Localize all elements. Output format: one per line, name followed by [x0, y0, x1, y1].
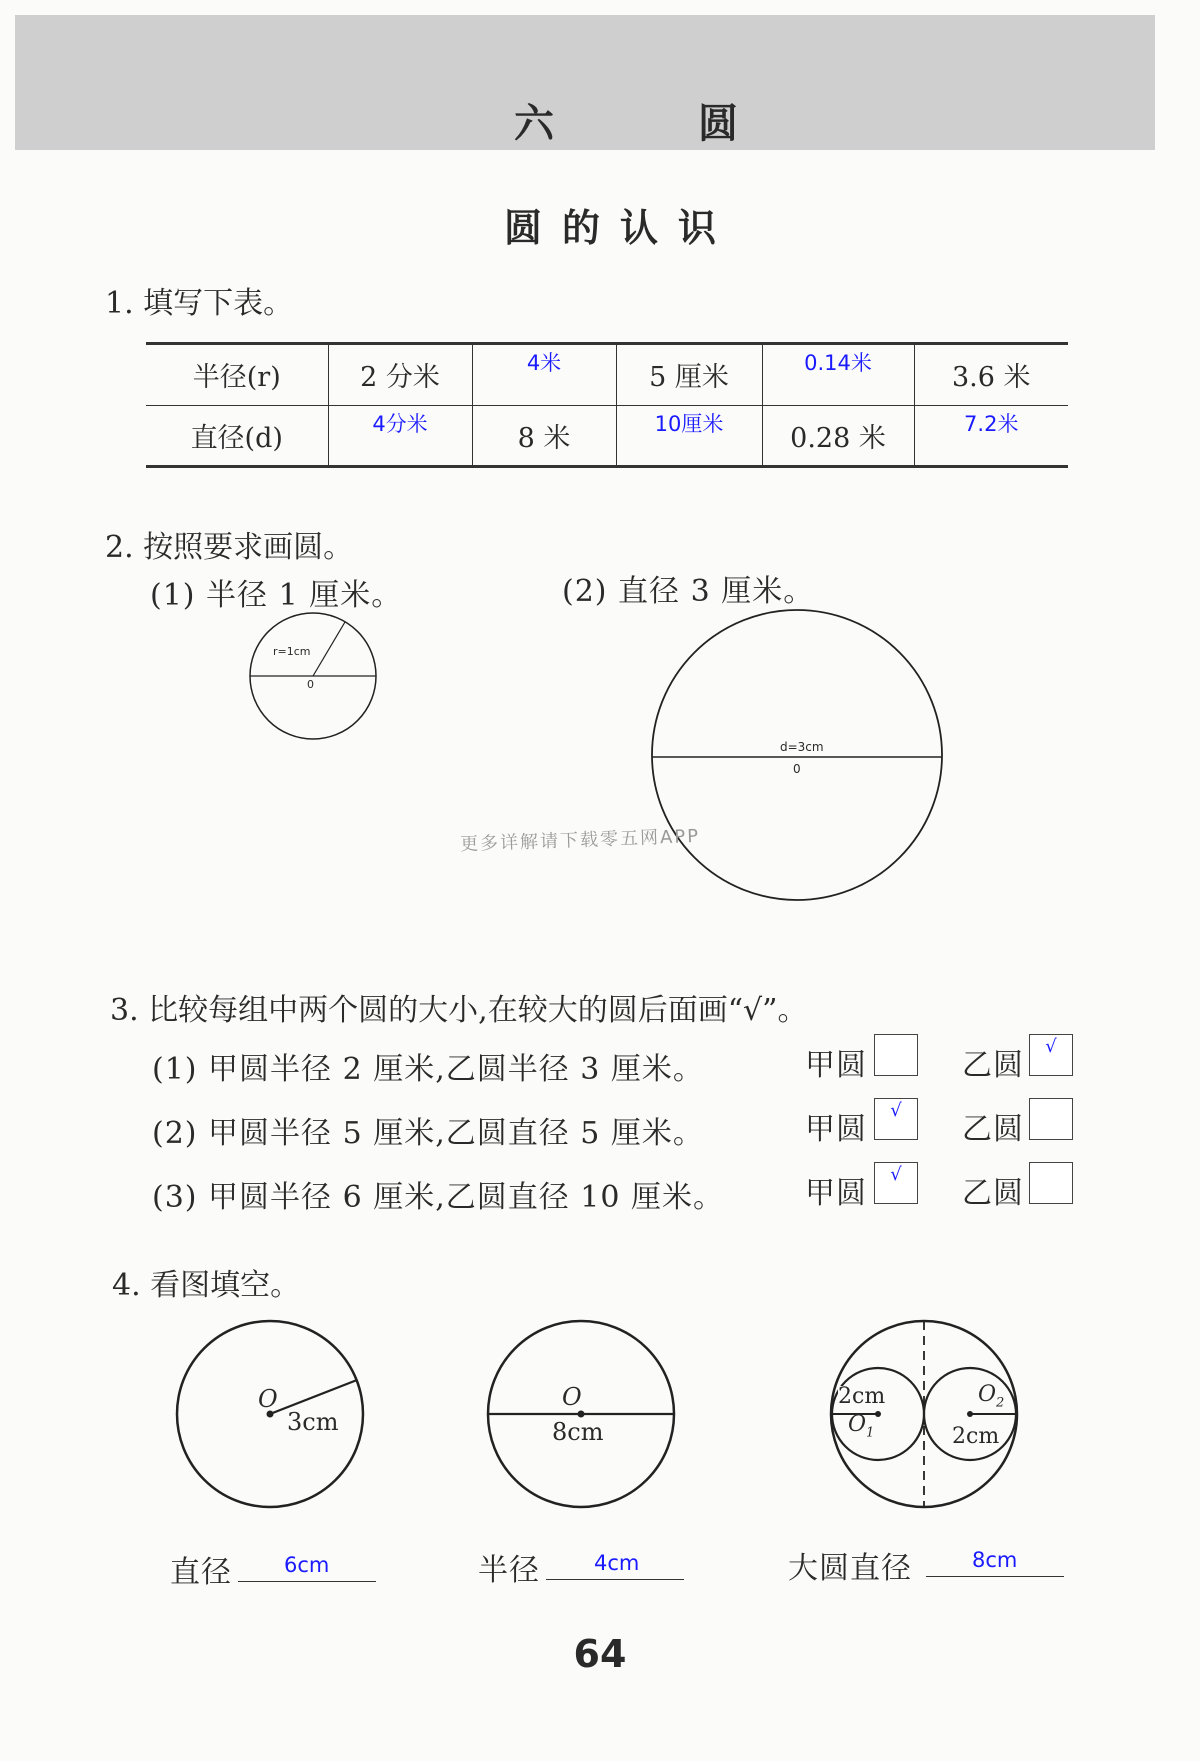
fig3-left-length: 2cm: [838, 1384, 886, 1409]
q3-item-3-b-label: 乙圆: [962, 1176, 1024, 1211]
answer-text: 4分米: [372, 411, 428, 436]
fig2-center-dot: [578, 1411, 585, 1418]
table-cell: 5 厘米: [616, 344, 762, 406]
q2-title: 2. 按照要求画圆。: [105, 530, 354, 565]
q3-item-1-a-label: 甲圆: [805, 1048, 867, 1083]
q3-item-1-b-label: 乙圆: [962, 1048, 1024, 1083]
q3-item-1-b-box[interactable]: √: [1029, 1034, 1073, 1076]
fig3-o1-dot: [875, 1411, 881, 1417]
answer-text: 0.14米: [804, 351, 872, 375]
fig2-answer-line[interactable]: [546, 1579, 684, 1580]
small-circle-radius: [313, 622, 345, 676]
q3-item-3-a-label: 甲圆: [805, 1176, 867, 1211]
section-title: 圆的认识: [503, 205, 736, 250]
table-cell: 2 分米: [328, 344, 472, 406]
q3-item-2-b-label: 乙圆: [962, 1112, 1024, 1147]
fig1-center-label: O: [258, 1385, 278, 1413]
fig2-prompt: 半径: [478, 1553, 540, 1588]
small-circle-label: r=1cm: [273, 645, 311, 658]
fig1-answer-line[interactable]: [238, 1581, 376, 1582]
q3-item-2-a-box[interactable]: √: [874, 1098, 918, 1140]
fig3-right-length: 2cm: [952, 1424, 1000, 1449]
q3-item-2-a-label: 甲圆: [805, 1112, 867, 1147]
fig3-o2-dot: [967, 1411, 973, 1417]
q3-item-1: (1) 甲圆半径 2 厘米,乙圆半径 3 厘米。: [152, 1052, 704, 1087]
table-cell: 3.6 米: [914, 344, 1068, 406]
big-circle: [652, 610, 942, 900]
table-cell: 8 米: [472, 405, 616, 467]
big-circle-center: 0: [793, 762, 801, 776]
q3-item-1-a-box[interactable]: [874, 1034, 918, 1076]
q3-title: 3. 比较每组中两个圆的大小,在较大的圆后面画“√”。: [110, 993, 808, 1028]
q3-item-3-b-box[interactable]: [1029, 1162, 1073, 1204]
q2-part2: (2) 直径 3 厘米。: [562, 574, 815, 609]
q3-item-2-b-box[interactable]: [1029, 1098, 1073, 1140]
answer-text: 4米: [526, 351, 562, 375]
q3-item-3-a-box[interactable]: √: [874, 1162, 918, 1204]
q1-title: 1. 填写下表。: [105, 286, 294, 321]
big-circle-label: d=3cm: [780, 740, 824, 754]
row-label-diameter: 直径(d): [146, 405, 328, 467]
fig1-answer: 6cm: [284, 1553, 330, 1577]
chapter-title: 六 圆: [514, 100, 790, 147]
q3-item-3: (3) 甲圆半径 6 厘米,乙圆直径 10 厘米。: [152, 1180, 724, 1215]
fig3-prompt: 大圆直径: [788, 1551, 912, 1586]
answer-text: 10厘米: [654, 411, 724, 436]
fig3-answer-line[interactable]: [926, 1576, 1064, 1577]
fig1-length-label: 3cm: [287, 1408, 339, 1436]
fig1-prompt: 直径: [170, 1555, 232, 1590]
watermark: 更多详解请下载零五网APP: [459, 825, 701, 856]
q3-item-2: (2) 甲圆半径 5 厘米,乙圆直径 5 厘米。: [152, 1116, 704, 1151]
page-number: 64: [573, 1632, 627, 1676]
fig3-o2-label: $O_2$: [978, 1382, 1005, 1411]
fig3-o1-label: $O_1$: [848, 1412, 875, 1441]
row-label-radius: 半径(r): [146, 344, 328, 406]
fig2-length-label: 8cm: [552, 1418, 604, 1446]
q4-title: 4. 看图填空。: [112, 1268, 301, 1303]
q2-part1: (1) 半径 1 厘米。: [150, 578, 403, 613]
fig3-answer: 8cm: [972, 1548, 1018, 1572]
answer-text: 7.2米: [964, 411, 1019, 436]
fig2-center-label: O: [562, 1383, 582, 1411]
table-cell: 0.28 米: [762, 405, 914, 467]
small-circle-center: 0: [307, 678, 314, 691]
fig2-answer: 4cm: [594, 1551, 640, 1575]
